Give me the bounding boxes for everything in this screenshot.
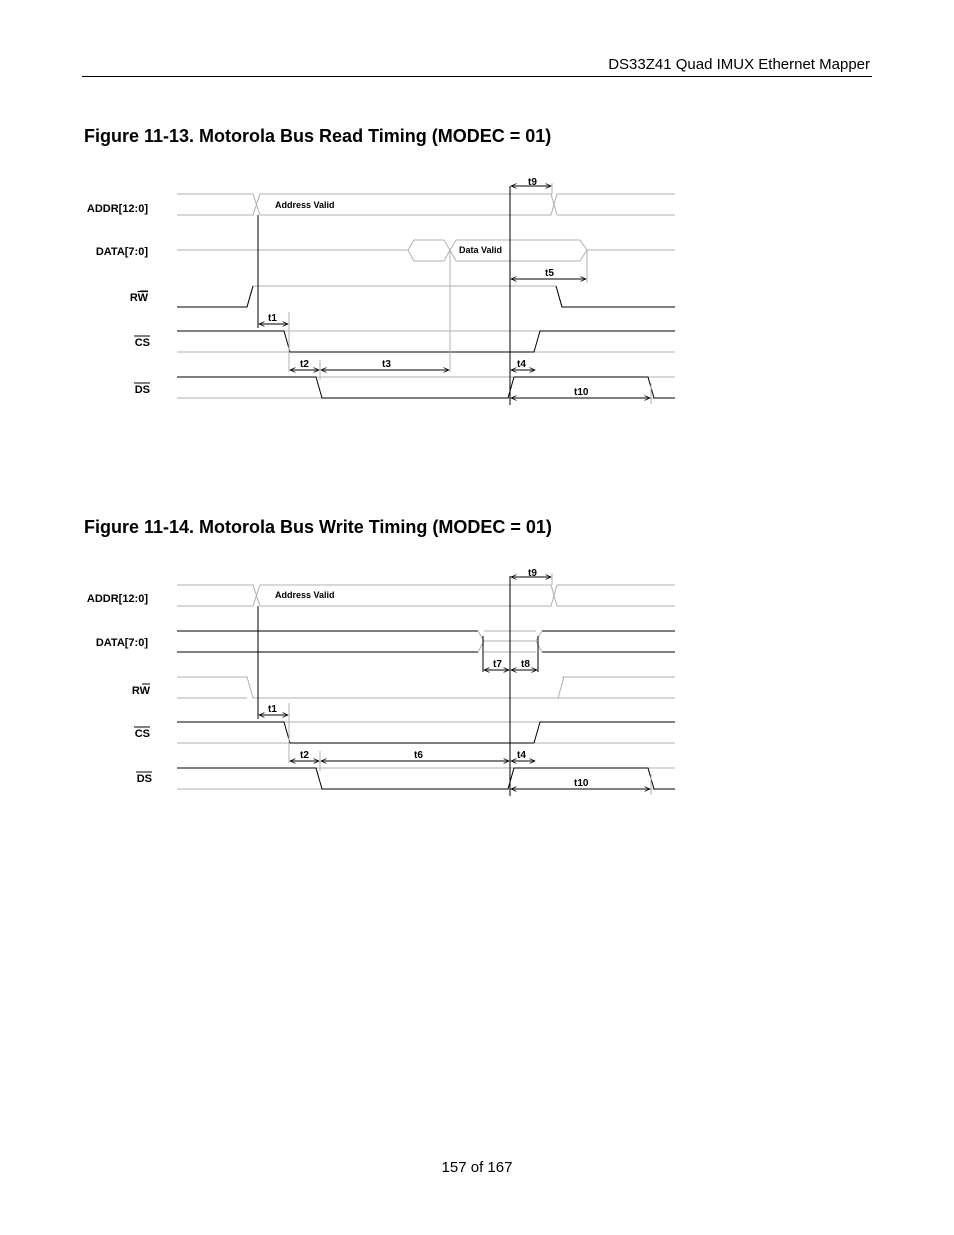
timing-label-t1: t1 [268, 704, 277, 715]
signal-label-ds: DS [136, 773, 152, 785]
signal-label-rw [130, 292, 149, 304]
timing-label-t9: t9 [528, 177, 537, 188]
rw-r: R [129, 292, 138, 304]
data-waveform [177, 240, 675, 261]
rw-waveform [177, 677, 675, 698]
timing-label-t2: t2 [300, 750, 309, 761]
rw-w: W [139, 685, 150, 697]
timing-label-t10: t10 [574, 778, 589, 789]
data-valid-label: Data Valid [459, 245, 503, 255]
figure-title-write: Figure 11-14. Motorola Bus Write Timing (MODEC = 01) [84, 517, 552, 537]
timing-label-t6: t6 [414, 750, 423, 761]
signal-label-addr: ADDR[12:0] [86, 593, 148, 605]
ds-waveform [177, 377, 675, 398]
cs-waveform [177, 331, 675, 352]
read-timing-diagram [0, 170, 954, 415]
rw-w: W [137, 292, 148, 304]
rw-r: R [131, 685, 140, 697]
signal-label-data: DATA[7:0] [95, 637, 148, 649]
timing-label-t5: t5 [545, 268, 554, 279]
ds-waveform [177, 768, 675, 789]
timing-label-t2: t2 [300, 359, 309, 370]
timing-label-t9: t9 [528, 568, 537, 579]
signal-label-ds: DS [134, 384, 150, 396]
timing-label-t8: t8 [521, 659, 530, 670]
addr-waveform [177, 585, 675, 606]
write-timing-diagram [0, 560, 954, 805]
timing-label-t4: t4 [517, 359, 526, 370]
timing-label-t1: t1 [268, 313, 277, 324]
signal-label-cs: CS [134, 728, 150, 740]
signal-label-rw [132, 685, 151, 697]
timing-label-t10: t10 [574, 387, 589, 398]
data-waveform [177, 631, 675, 652]
reference-lines [258, 183, 651, 405]
header-rule [82, 76, 872, 77]
timing-label-t4: t4 [517, 750, 526, 761]
signal-label-addr: ADDR[12:0] [86, 203, 148, 215]
signal-label-data: DATA[7:0] [95, 246, 148, 258]
page-header-title: DS33Z41 Quad IMUX Ethernet Mapper [608, 56, 870, 73]
rw-waveform [177, 286, 675, 307]
signal-label-cs: CS [134, 337, 150, 349]
address-valid-label: Address Valid [275, 200, 335, 210]
timing-label-t3: t3 [382, 359, 391, 370]
page-number: 157 of 167 [441, 1159, 513, 1176]
addr-waveform [177, 194, 675, 215]
address-valid-label: Address Valid [275, 590, 335, 600]
timing-label-t7: t7 [493, 659, 502, 670]
figure-title-read: Figure 11-13. Motorola Bus Read Timing (MODEC = 01) [84, 126, 552, 146]
cs-waveform [177, 722, 675, 743]
